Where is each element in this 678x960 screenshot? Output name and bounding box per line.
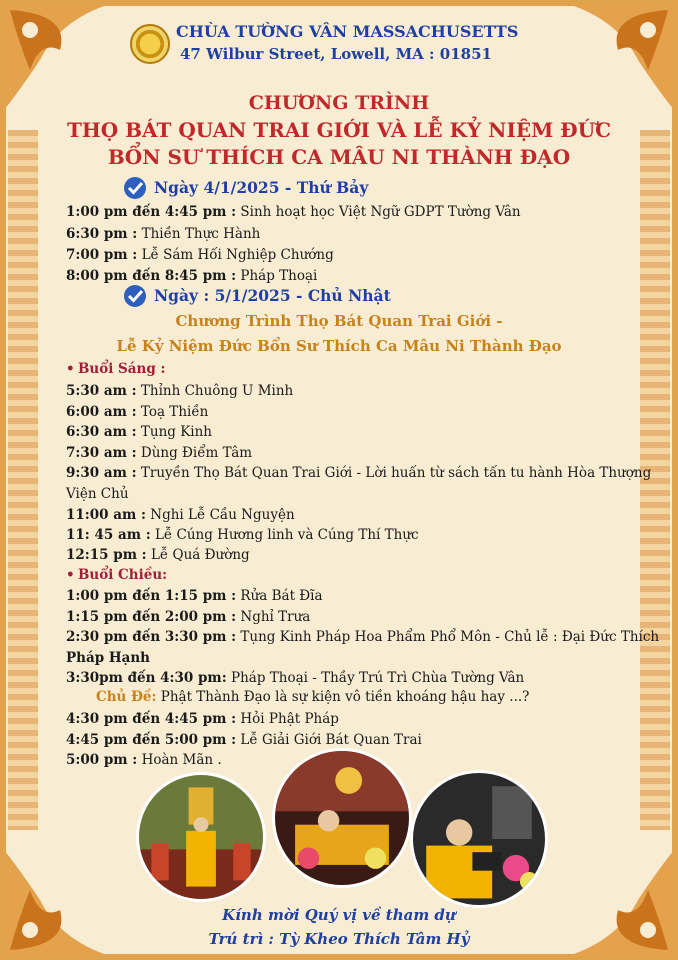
schedule-line: 5:30 am : Thỉnh Chuông U Minh [66,383,294,399]
schedule-line: 4:30 pm đến 4:45 pm : Hỏi Phật Pháp [66,711,339,727]
ceremony-photo [410,770,548,908]
program-title-line2: THỌ BÁT QUAN TRAI GIỚI VÀ LỄ KỶ NIỆM ĐỨC [66,118,612,142]
temple-address: 47 Wilbur Street, Lowell, MA : 01851 [180,45,492,63]
schedule-line: 1:00 pm đến 4:45 pm : Sinh hoạt học Việt Ngữ GDPT Tường Vân [66,204,521,220]
schedule-line: 3:30pm đến 4:30 pm: Pháp Thoại - Thầy Trú Trì Chùa Tường Vân [66,670,525,686]
schedule-line: 11: 45 am : Lễ Cúng Hương linh và Cúng Thí Thực [66,527,419,543]
ceremony-photo [136,772,266,902]
dharma-talk-theme: Chủ Đề: Phật Thành Đạo là sự kiện vô tiền khoáng hậu hay ...? [96,689,530,705]
afternoon-session-label: • Buổi Chiều: [78,567,167,583]
schedule-line: 7:30 am : Dùng Điểm Tâm [66,445,253,461]
schedule-line: 5:00 pm : Hoàn Mãn . [66,752,222,768]
day2-subtitle-line2: Lễ Kỷ Niệm Đức Bổn Sư Thích Ca Mâu Ni Thành Đạo [116,337,562,355]
schedule-line: 6:30 am : Tụng Kinh [66,424,213,440]
temple-header [130,18,550,70]
temple-name: CHÙA TƯỜNG VÂN MASSACHUSETTS [176,22,519,41]
day2-subtitle: Chương Trình Thọ Bát Quan Trai Giới - [175,312,503,330]
program-title: CHƯƠNG TRÌNH [248,92,430,114]
day1-label: Ngày 4/1/2025 - Thứ Bảy [154,178,369,197]
program-title-line3: BỔN SƯ THÍCH CA MÂU NI THÀNH ĐẠO [107,145,571,169]
schedule-line: 6:30 pm : Thiền Thực Hành [66,226,261,242]
left-ornament [8,130,38,830]
schedule-line: 12:15 pm : Lễ Quá Đường [66,547,250,563]
schedule-line: 6:00 am : Toạ Thiền [66,404,209,420]
ceremony-photo [272,748,412,888]
check-badge-icon [122,175,148,201]
schedule-line: 2:30 pm đến 3:30 pm : Tụng Kinh Pháp Hoa Phẩm Phổ Môn - Chủ lễ : Đại Đức Thích [66,629,660,645]
invitation-text: Kính mời Quý vị về tham dự [222,906,456,924]
schedule-line: 9:30 am : Truyền Thọ Bát Quan Trai Giới - Lời huấn từ sách tấn tu hành Hòa Thượng [66,465,652,481]
temple-logo-icon [130,24,170,64]
schedule-line: 7:00 pm : Lễ Sám Hối Nghiệp Chướng [66,247,334,263]
schedule-line: Viện Chủ [66,486,129,502]
day2-label: Ngày : 5/1/2025 - Chủ Nhật [154,286,391,305]
schedule-line: 4:45 pm đến 5:00 pm : Lễ Giải Giới Bát Quan Trai [66,732,422,748]
schedule-line: Pháp Hạnh [66,650,150,666]
morning-session-label: • Buổi Sáng : [78,361,166,377]
schedule-line: 11:00 am : Nghi Lễ Cầu Nguyện [66,507,295,523]
check-badge-icon [122,283,148,309]
schedule-line: 1:15 pm đến 2:00 pm : Nghỉ Trưa [66,609,311,625]
schedule-line: 1:00 pm đến 1:15 pm : Rửa Bát Đĩa [66,588,323,604]
abbot-signature: Trú trì : Tỳ Kheo Thích Tâm Hỷ [208,930,470,948]
schedule-line: 8:00 pm đến 8:45 pm : Pháp Thoại [66,268,318,284]
